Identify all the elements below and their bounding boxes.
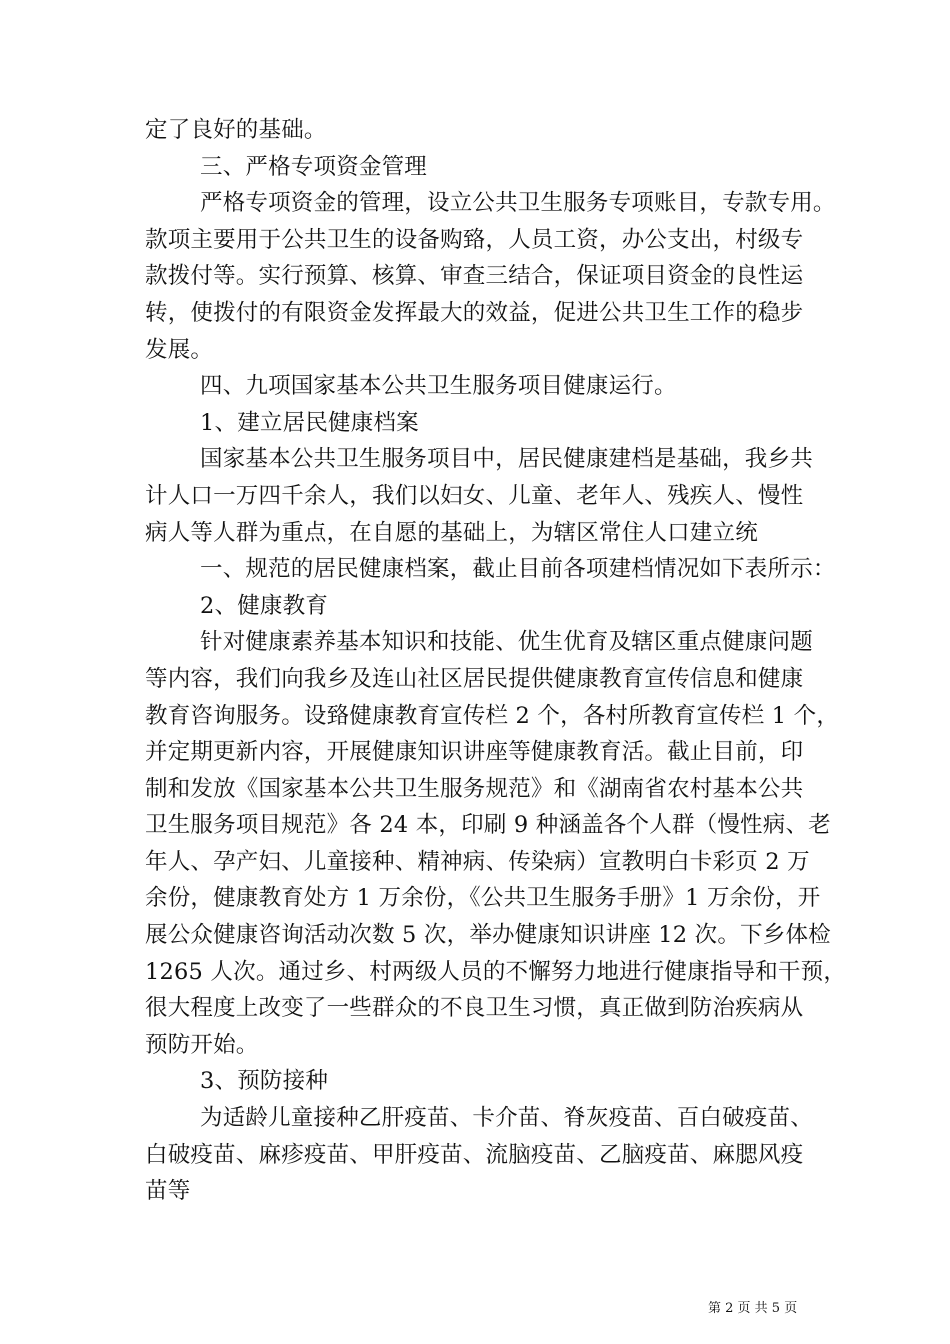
text-line: 制和发放《国家基本公共卫生服务规范》和《湖南省农村基本公共 bbox=[145, 775, 804, 802]
text-line: 计人口一万四千余人，我们以妇女、儿童、老年人、残疾人、慢性 bbox=[145, 482, 804, 509]
text-line: 针对健康素养基本知识和技能、优生优育及辖区重点健康问题 bbox=[200, 629, 813, 656]
text-line: 款项主要用于公共卫生的设备购臵，人员工资，办公支出，村级专 bbox=[145, 226, 804, 253]
text-line: 发展。 bbox=[145, 336, 214, 363]
subsection-heading: 1、建立居民健康档案 bbox=[200, 409, 419, 436]
text-line: 为适龄儿童接种乙肝疫苗、卡介苗、脊灰疫苗、百白破疫苗、 bbox=[200, 1105, 813, 1132]
page-number-footer: 第 2 页 共 5 页 bbox=[708, 1301, 798, 1316]
text-line: 苗等 bbox=[145, 1178, 191, 1205]
text-line: 国家基本公共卫生服务项目中，居民健康建档是基础，我乡共 bbox=[200, 446, 813, 473]
text-line: 病人等人群为重点，在自愿的基础上，为辖区常住人口建立统 bbox=[145, 519, 758, 546]
text-line: 一、规范的居民健康档案，截止目前各项建档情况如下表所示： bbox=[200, 556, 836, 583]
text-line: 1265 人次。通过乡、村两级人员的不懈努力地进行健康指导和干预， bbox=[145, 958, 847, 985]
text-line: 等内容，我们向我乡及连山社区居民提供健康教育宣传信息和健康 bbox=[145, 665, 804, 692]
subsection-heading: 2、健康教育 bbox=[200, 592, 329, 619]
text-line: 白破疫苗、麻疹疫苗、甲肝疫苗、流脑疫苗、乙脑疫苗、麻腮风疫 bbox=[145, 1141, 804, 1168]
section-heading: 三、严格专项资金管理 bbox=[200, 153, 428, 180]
document-body bbox=[145, 112, 847, 1210]
subsection-heading: 3、预防接种 bbox=[200, 1068, 329, 1095]
text-line: 卫生服务项目规范》各 24 本，印刷 9 种涵盖各个人群（慢性病、老 bbox=[145, 812, 831, 839]
text-line: 年人、孕产妇、儿童接种、精神病、传染病）宣教明白卡彩页 2 万 bbox=[145, 848, 810, 875]
text-line: 并定期更新内容，开展健康知识讲座等健康教育活。截止目前，印 bbox=[145, 739, 804, 766]
text-line: 转，使拨付的有限资金发挥最大的效益，促进公共卫生工作的稳步 bbox=[145, 299, 804, 326]
text-line: 预防开始。 bbox=[145, 1031, 259, 1058]
text-line: 教育咨询服务。设臵健康教育宣传栏 2 个，各村所教育宣传栏 1 个， bbox=[145, 702, 840, 729]
section-heading: 四、九项国家基本公共卫生服务项目健康运行。 bbox=[200, 373, 677, 400]
text-line: 很大程度上改变了一些群众的不良卫生习惯，真正做到防治疾病从 bbox=[145, 995, 804, 1022]
text-line: 款拨付等。实行预算、核算、审查三结合，保证项目资金的良性运 bbox=[145, 263, 804, 290]
text-line: 定了良好的基础。 bbox=[145, 117, 327, 143]
text-line: 余份，健康教育处方 1 万余份，《公共卫生服务手册》1 万余份，开 bbox=[145, 885, 821, 912]
text-line: 展公众健康咨询活动次数 5 次，举办健康知识讲座 12 次。下乡体检 bbox=[145, 922, 831, 949]
text-line: 严格专项资金的管理，设立公共卫生服务专项账目，专款专用。 bbox=[200, 190, 836, 217]
